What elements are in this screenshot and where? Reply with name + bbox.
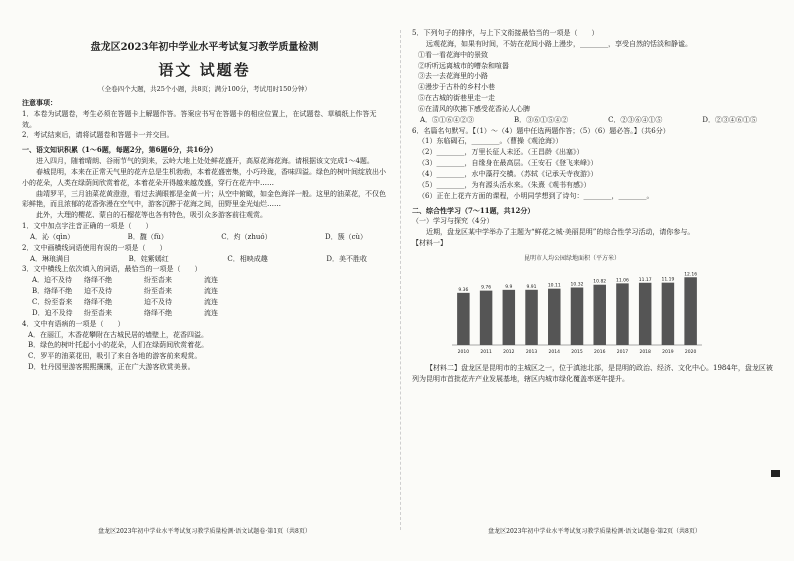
recitation-item: （2）________，万里长征人未还。（王昌龄《出塞》） [418,148,584,157]
tick-label-2015: 2015 [571,349,583,355]
option-cell: 纷至沓来 [144,287,172,296]
data-label-2013: 9.91 [526,284,537,290]
right-page [412,28,777,538]
option-cell: 络绎不绝 [84,298,112,306]
material-text: 【材料二】盘龙区是昆明市的主城区之一，位于滇池北部，是昆明的政治、经济、文化中心。1984年，盘龙区被列为昆明市首批花卉产业发展基地，辖区内城市绿化覆盖率逐年提升。 [412,363,773,383]
option-sentence: B．绿色的树叶托起小小的花朵，人们在绿荫间欣赏着花。 [28,341,209,350]
option: A．琳琅满目 [30,254,71,263]
option: B．③⑥①⑤④② [513,115,569,124]
data-label-2010: 9.36 [458,287,469,293]
bar-2011 [480,290,493,344]
data-label-2019: 11.19 [661,277,675,283]
subsection-heading: （一）学习与探究（4分） [412,217,494,226]
option: A．沁（qìn） [30,232,75,241]
sentence-item: ②听听远离城市的嘈杂和喧嚣 [418,61,509,70]
option-cell: D．迫不及待 [32,308,73,317]
question-stem: 3．文中横线上依次填入的词语，最恰当的一项是（ ） [22,265,202,274]
option: D．②③④⑥①⑤ [702,115,757,124]
bar-2018 [639,283,652,345]
section-heading: 二、综合性学习（7～11题，共12分） [412,205,535,215]
tick-label-2020: 2020 [684,349,697,355]
option-cell: 纷至沓来 [84,308,112,317]
option-cell: 流连 [204,298,218,306]
option-cell: 流连 [204,276,218,285]
recitation-item: （4）________，水中藻荇交横。（苏轼《记承天寺夜游》） [418,169,598,178]
bar-2020 [684,277,697,345]
exam-info: （全卷四个大题，共25个小题，共8页；满分100分，考试用时150分钟） [98,84,311,93]
activity-intro: 近期，盘龙区某中学举办了主题为“鲜花之城·美丽昆明”的综合性学习活动，请你参与。 [426,228,695,237]
option-cell: 纷至沓来 [144,276,172,285]
material-label: 【材料一】 [412,239,447,248]
option-sentence: C．罗平的油菜花田，吸引了来自各地的游客前来观赏。 [28,352,202,361]
bar-2012 [503,290,516,345]
option-cell: 迫不及待 [144,298,172,306]
page-footer: 盘龙区2023年初中学业水平考试复习教学质量检测·语文试题卷·第1页（共8页） [98,527,311,535]
sentence-item: ⑥在清风的吹拂下感受花香沁人心脾 [418,104,530,113]
option: C．相映成趣 [227,254,268,263]
tick-label-2019: 2019 [662,349,674,355]
options-grid [22,275,387,318]
data-label-2018: 11.17 [638,277,652,283]
notes-heading: 注意事项： [22,97,57,107]
tick-label-2018: 2018 [639,349,651,355]
question-stem: 5．下列句子的排序，与上下文衔接最恰当的一项是（ ） [412,29,599,37]
option: C．灼（zhuó） [221,232,272,241]
passage-paragraph: 曲靖罗平，三月油菜花黄澄澄，看过去满眼都是金黄一片；从空中俯瞰，如金色海洋一般。这里的油菜花，不仅色彩鲜艳，而且浓郁的花香弥漫在空气中，游客沉醉于花海之间，田野里金光灿烂…… [22,189,386,209]
option-cell: A．迫不及待 [32,276,73,285]
bar-2017 [616,283,629,345]
page-footer: 盘龙区2023年初中学业水平考试复习教学质量检测·语文试题卷·第2页（共8页） [488,527,701,535]
option-sentence: D．牡丹园里游客熙熙攘攘，正在广大游客欣赏美景。 [28,363,195,372]
data-label-2011: 9.76 [481,285,492,291]
exam-title: 盘龙区2023年初中学业水平考试复习教学质量检测 [90,42,319,53]
options-row [22,232,387,243]
option-cell: 迫不及待 [84,287,112,296]
option: C．②③⑥④①⑤ [608,115,663,124]
data-label-2020: 12.16 [684,272,698,278]
passage-paragraph: 此外，大理的樱花、蒙自的石榴花等也各有特色，吸引众多游客前往观赏。 [36,211,267,220]
section-heading: 一、语文知识积累（1～6题，每题2分，第6题6分，共16分） [22,145,218,155]
passage-paragraph: 春城昆明，本来在正常天气里的花卉总是生机勃勃，本着花盛密集，小巧玲珑，香味四溢。绿色的树叶间绽放出小小的花朵，人类在绿荫间欣赏着花，本着花朵开得越来越茂盛，穿行在花卉中…… [22,167,386,187]
tick-label-2017: 2017 [616,349,629,355]
sentence-item: ①看一看花海中的景致 [418,50,488,59]
recitation-item: （5）________，为有源头活水来。（朱熹《观书有感》） [418,180,591,189]
recitation-item: （1）东临碣石，________。（曹操《观沧海》） [418,137,563,146]
left-page [22,28,387,538]
option-cell: C．纷至沓来 [32,298,73,306]
tick-label-2010: 2010 [457,349,470,355]
question-lead: 远观花海，如果有时间，不妨在花间小路上漫步，________，享受自然的恬淡和静谧。 [426,39,692,48]
sentence-item: ③去一去花海里的小路 [418,72,488,81]
option: B．姹紫嫣红 [128,254,169,263]
data-label-2017: 11.06 [616,278,629,284]
bar-2013 [525,290,538,345]
bar-2016 [593,285,606,345]
intro-text: 进入四月，随着晴朗、谷雨节气的到来，云岭大地上处处鲜花盛开，高原花海花海。请根据该文完成1～4题。 [36,157,374,166]
recitation-item: （6）正在上花卉方面的课程，小明同学想到了诗句：________，________。 [418,191,654,200]
exam-subtitle: 语文 试题卷 [158,60,251,79]
data-label-2016: 10.82 [593,279,607,285]
tick-label-2016: 2016 [594,349,606,355]
question-stem: 4．文中有语病的一项是（ ） [22,319,125,328]
option-cell: 络绎不绝 [84,276,112,285]
question-stem: 6．名篇名句默写。【（1）～（4）题中任选两题作答；（5）（6）题必答。】（共6分） [412,126,670,135]
edge-marker [771,470,780,477]
sentence-item: ⑤在古城的街巷里走一走 [418,94,495,103]
data-label-2012: 9.9 [505,284,513,290]
bar-2015 [571,287,584,344]
chart-title: 昆明市人均公园绿地面积（平方米） [523,254,621,262]
recitation-item: （3）________，自缘身在最高层。（王安石《登飞来峰》） [418,159,598,168]
option: A．⑤①⑥④②③ [420,115,475,124]
tick-label-2012: 2012 [503,349,515,355]
note-item: 2．考试结束后，请将试题卷和答题卡一并交回。 [22,131,174,140]
bar-2014 [548,289,561,345]
option-sentence: A．在丽江，木香花攀附在古城民居的墙壁上，花香四溢。 [28,330,209,339]
option: B．馥（fù） [127,232,168,241]
option: D．美不胜收 [326,254,367,263]
option-cell: 络绎不绝 [144,308,172,317]
data-label-2015: 10.32 [570,282,584,288]
tick-label-2013: 2013 [525,349,538,355]
note-item: 1．本卷为试题卷，考生必须在答题卡上解题作答。答案应书写在答题卡的相应位置上，在试题卷、草稿纸上作答无效。 [22,109,377,129]
bar-2010 [457,293,470,345]
chart-container [422,251,777,361]
options-row [22,254,387,265]
option-cell: 流连 [204,287,218,296]
option-cell: B．络绎不绝 [32,287,73,296]
bar-2019 [662,283,675,345]
data-label-2014: 10.11 [547,283,561,289]
option: D．簇（cù） [324,232,367,241]
page-divider [400,30,401,530]
question-stem: 2．文中画横线词语使用有误的一项是（ ） [22,243,167,252]
tick-label-2011: 2011 [480,349,492,355]
sentence-item: ④漫步于古朴的乡村小巷 [418,83,495,92]
tick-label-2014: 2014 [548,349,560,355]
bar-chart [422,251,722,361]
options-row [412,115,777,126]
option-cell: 流连 [204,308,218,317]
question-stem: 1．文中加点字注音正确的一项是（ ） [22,222,153,231]
